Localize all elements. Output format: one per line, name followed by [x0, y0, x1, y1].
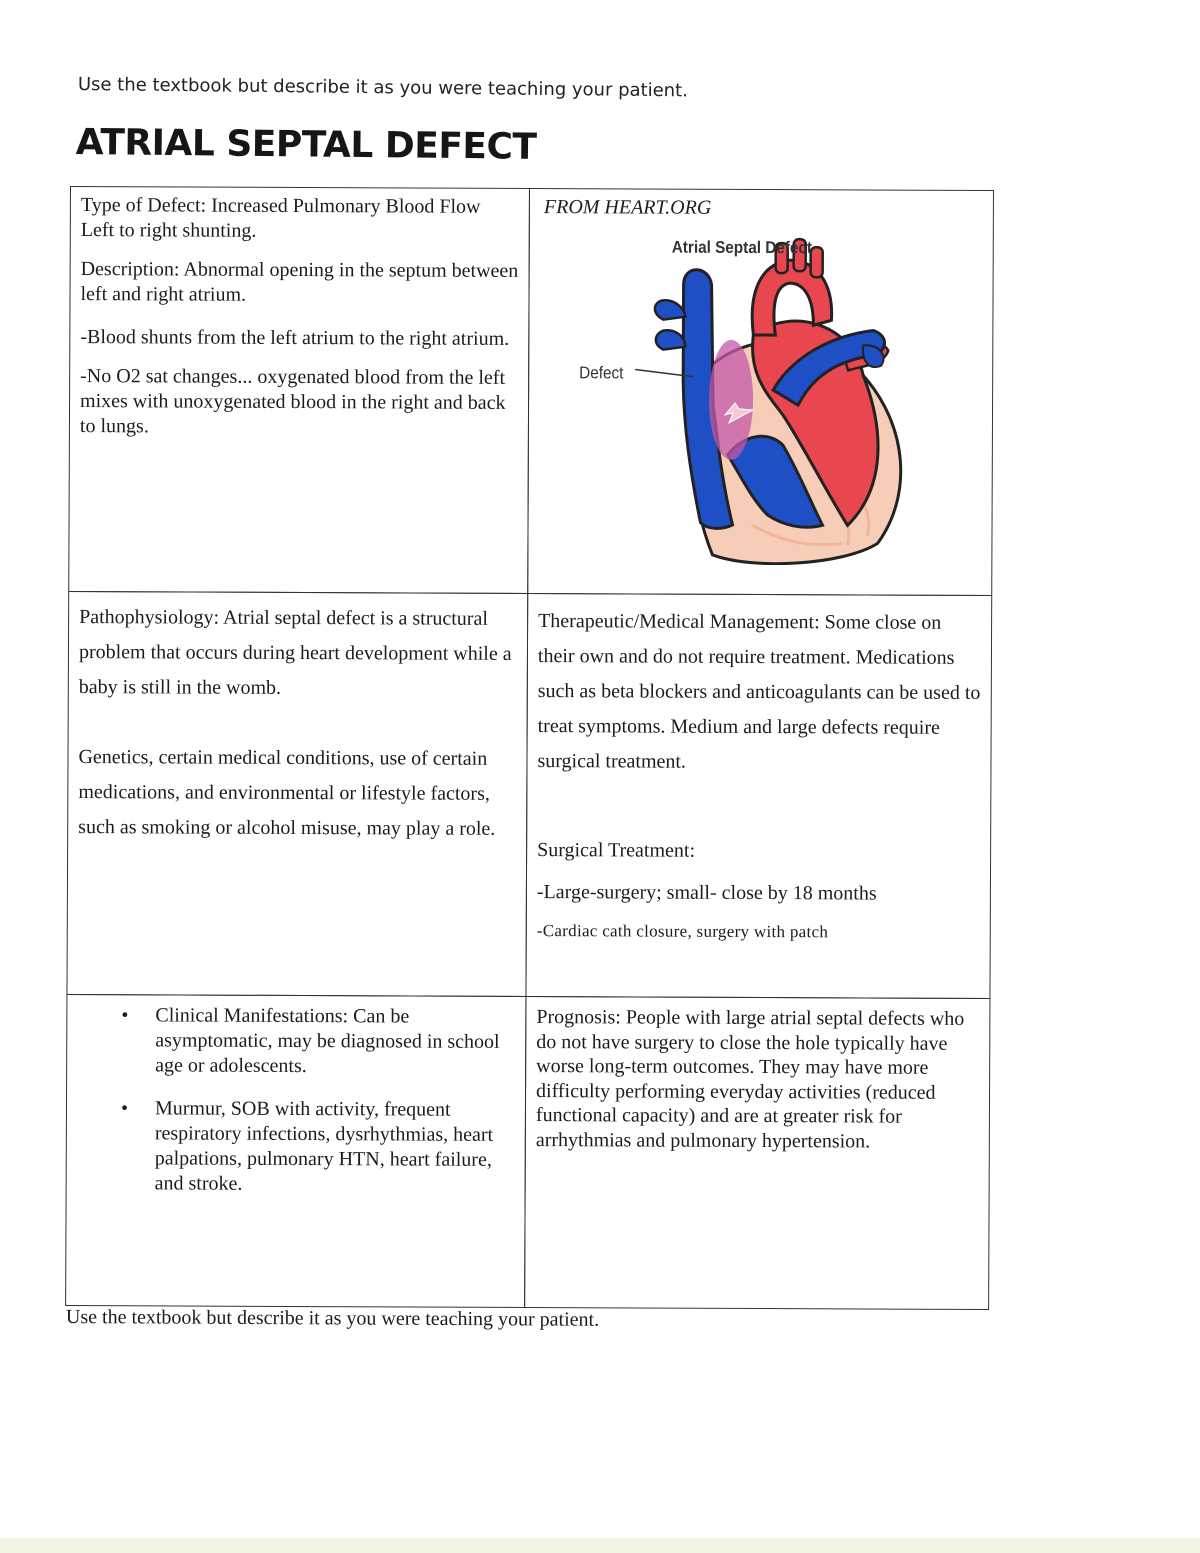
- list-item: [113, 1003, 515, 1080]
- instruction-bottom: Use the textbook but describe it as you were teaching your patient.: [65, 1306, 600, 1331]
- bullet-icon: •: [120, 1097, 129, 1120]
- surgical-item-1: -Large-surgery; small- close by 18 months: [536, 881, 877, 905]
- pathophysiology-para-1: Pathophysiology: Atrial septal defect is a structural problem that occurs during heart development while a baby is still in the womb.: [78, 606, 512, 699]
- scan-edge-tint: [0, 1538, 1200, 1553]
- description-text: Description: Abnormal opening in the septum between left and right atrium.: [80, 258, 519, 306]
- heart-diagram-illustration: [542, 224, 973, 566]
- clinical-item-2: Murmur, SOB with activity, frequent respiratory infections, dysrhythmias, heart palpations, pulmonary HTN, heart failure, and stroke.: [154, 1097, 494, 1195]
- pathophysiology-cell: [66, 591, 528, 997]
- clinical-item-1: Clinical Manifestations: Can be asymptomatic, may be diagnosed in school age or adolescents.: [155, 1004, 500, 1078]
- type-of-defect: [81, 193, 519, 245]
- management-para-1: Therapeutic/Medical Management: Some close on their own and do not require treatment. Medications such as beta blockers and anticoagulants can be used to treat symptoms. Medium and large defects require surgical treatment.: [537, 610, 981, 773]
- instruction-top: Use the textbook but describe it as you were teaching your patient.: [77, 74, 689, 102]
- list-item: [113, 1096, 515, 1198]
- page-title: ATRIAL SEPTAL DEFECT: [75, 122, 537, 168]
- figure-source: FROM HEART.ORG: [543, 196, 712, 219]
- worksheet-table: [65, 186, 994, 1310]
- surgical-heading: Surgical Treatment:: [537, 839, 696, 862]
- clinical-manifestations-list: [77, 1003, 516, 1198]
- type-description-cell: [68, 186, 530, 594]
- figure-cell: [527, 188, 994, 596]
- defect-label: Defect: [579, 363, 624, 383]
- heart-figure: [542, 224, 973, 566]
- surgical-item-2: -Cardiac cath closure, surgery with patch: [536, 921, 829, 942]
- figure-title: Atrial Septal Defect: [671, 237, 813, 258]
- type-of-defect-line1: Type of Defect: Increased Pulmonary Blood Flow: [80, 194, 481, 218]
- description-point-2: -No O2 sat changes... oxygenated blood from the left mixes with unoxygenated blood in the right and back to lungs.: [79, 365, 506, 438]
- description-point-1: -Blood shunts from the left atrium to the right atrium.: [80, 326, 510, 350]
- prognosis-text: Prognosis: People with large atrial septal defects who do not have surgery to close the hole typically have worse long-term outcomes. They may have more difficulty performing everyday activities (reduced functional capacity) and are at greater risk for arrhythmias and pulmonary hypertension.: [535, 1006, 965, 1153]
- clinical-manifestations-cell: [65, 994, 526, 1308]
- management-cell: [525, 593, 992, 999]
- prognosis-cell: [524, 996, 990, 1310]
- type-of-defect-line2: Left to right shunting.: [80, 219, 257, 242]
- pathophysiology-para-2: Genetics, certain medical conditions, use of certain medications, and environmental or lifestyle factors, such as smoking or alcohol misuse, may play a role.: [78, 746, 496, 840]
- bullet-icon: •: [121, 1004, 129, 1027]
